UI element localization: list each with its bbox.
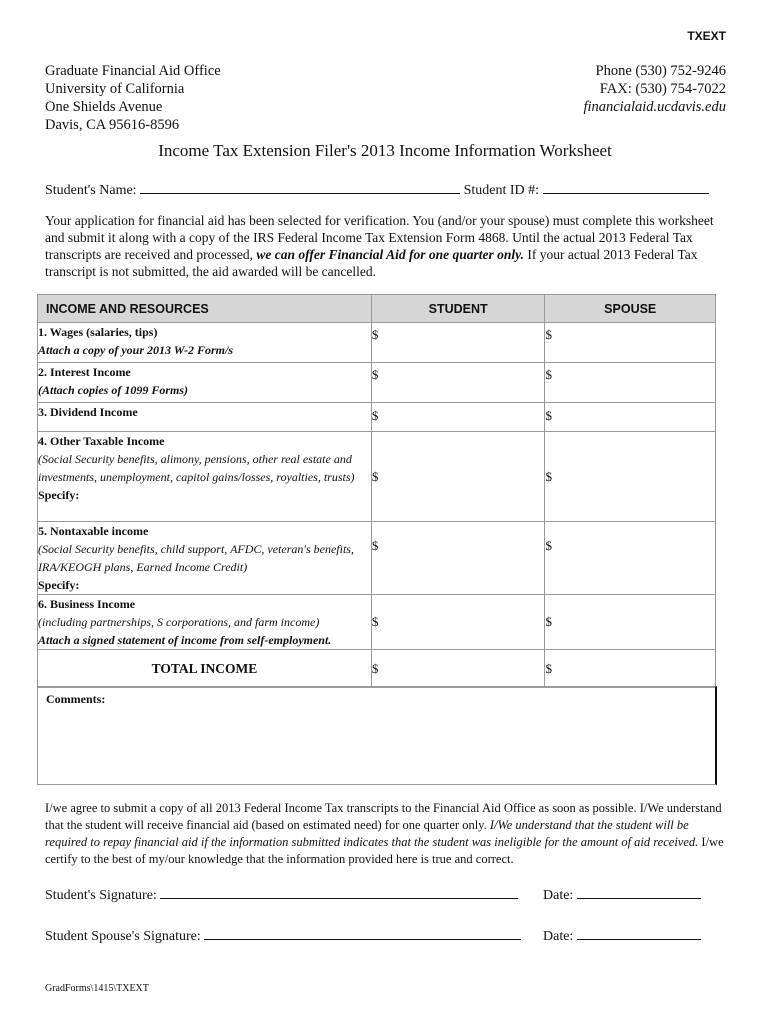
office-line: Graduate Financial Aid Office bbox=[45, 63, 221, 79]
header-student: STUDENT bbox=[371, 295, 545, 323]
spouse-total-input[interactable]: $ bbox=[545, 650, 716, 688]
row-title: 3. Dividend Income bbox=[38, 405, 138, 419]
table-row bbox=[38, 403, 716, 432]
table-row bbox=[38, 522, 716, 595]
office-address bbox=[45, 62, 221, 134]
spouse-signature-label: Student Spouse's Signature: bbox=[45, 929, 201, 944]
header-income-resources: INCOME AND RESOURCES bbox=[38, 295, 372, 323]
row-note: Attach a copy of your 2013 W-2 Form/s bbox=[38, 343, 234, 357]
intro-emphasis: we can offer Financial Aid for one quarter only. bbox=[256, 247, 525, 262]
row-specify: Specify: bbox=[38, 488, 80, 502]
student-date-row bbox=[543, 885, 701, 904]
row-label bbox=[38, 522, 372, 595]
intro-text: Your application for financial aid has been selected for verification. You (and/or your spouse) must complete this worksheet and submit it along with a copy of the IRS Federal Income Tax Extension Form 4868. Until the actual 2013 Federal Tax transcripts are received and processed, bbox=[45, 213, 714, 262]
student-name-field[interactable] bbox=[140, 180, 460, 194]
spouse-signature-row bbox=[45, 926, 521, 945]
row-label bbox=[38, 323, 372, 363]
intro-text-end: If your actual 2013 Federal Tax transcript is not submitted, the aid awarded will be cancelled. bbox=[45, 247, 698, 279]
form-footer: GradForms\1415\TXEXT bbox=[45, 983, 149, 994]
student-id-field[interactable] bbox=[543, 180, 709, 194]
fax: FAX: (530) 754-7022 bbox=[599, 81, 726, 97]
student-date-field[interactable] bbox=[577, 885, 701, 899]
spouse-date-row bbox=[543, 926, 701, 945]
row-label bbox=[38, 403, 372, 432]
student-signature-field[interactable] bbox=[160, 885, 518, 899]
page-title: Income Tax Extension Filer's 2013 Income Information Worksheet bbox=[158, 141, 612, 160]
row-label bbox=[38, 363, 372, 403]
row-title: 5. Nontaxable income bbox=[38, 524, 149, 538]
contact-info bbox=[583, 62, 726, 116]
student-nontaxable-input[interactable]: $ bbox=[371, 522, 545, 595]
spouse-interest-input[interactable]: $ bbox=[545, 363, 716, 403]
table-row bbox=[38, 432, 716, 522]
row-specify: Specify: bbox=[38, 578, 80, 592]
table-row bbox=[38, 595, 716, 650]
spouse-dividend-input[interactable]: $ bbox=[545, 403, 716, 432]
row-detail: (including partnerships, S corporations, and farm income) bbox=[38, 615, 320, 629]
website-link[interactable]: financialaid.ucdavis.edu bbox=[583, 99, 726, 115]
header-spouse: SPOUSE bbox=[545, 295, 716, 323]
student-info-row bbox=[45, 180, 709, 199]
student-business-input[interactable]: $ bbox=[371, 595, 545, 650]
spouse-wages-input[interactable]: $ bbox=[545, 323, 716, 363]
student-signature-label: Student's Signature: bbox=[45, 888, 157, 903]
student-other-taxable-input[interactable]: $ bbox=[371, 432, 545, 522]
agreement-text-end: I/we certify to the best of my/our knowledge that the information provided here is true and correct. bbox=[45, 835, 724, 866]
office-line: One Shields Avenue bbox=[45, 99, 163, 115]
student-dividend-input[interactable]: $ bbox=[371, 403, 545, 432]
student-id-label: Student ID #: bbox=[463, 183, 540, 198]
total-income-label: TOTAL INCOME bbox=[38, 650, 372, 688]
date-label: Date: bbox=[543, 929, 574, 944]
table-row bbox=[38, 323, 716, 363]
table-header-row bbox=[38, 295, 716, 323]
row-label bbox=[38, 432, 372, 522]
row-detail: (Social Security benefits, alimony, pensions, other real estate and investments, unemployment, capitol gains/losses, royalties, trusts) bbox=[38, 452, 355, 484]
spouse-nontaxable-input[interactable]: $ bbox=[545, 522, 716, 595]
student-signature-row bbox=[45, 885, 518, 904]
office-line: University of California bbox=[45, 81, 185, 97]
student-total-input[interactable]: $ bbox=[371, 650, 545, 688]
date-label: Date: bbox=[543, 888, 574, 903]
comments-box[interactable] bbox=[37, 686, 717, 785]
row-title: 6. Business Income bbox=[38, 597, 136, 611]
row-label bbox=[38, 595, 372, 650]
row-title: 2. Interest Income bbox=[38, 365, 131, 379]
row-detail: (Social Security benefits, child support, AFDC, veteran's benefits, IRA/KEOGH plans, Earned Income Credit) bbox=[38, 542, 354, 574]
agreement-paragraph bbox=[45, 800, 725, 868]
row-title: 4. Other Taxable Income bbox=[38, 434, 165, 448]
agreement-text: I/we agree to submit a copy of all 2013 Federal Income Tax transcripts to the Financial Aid Office as soon as possible. I/We understand that the student will receive financial aid (based on estimated need) for one quarter only. bbox=[45, 801, 722, 832]
table-row bbox=[38, 363, 716, 403]
spouse-date-field[interactable] bbox=[577, 926, 701, 940]
spouse-business-input[interactable]: $ bbox=[545, 595, 716, 650]
student-name-label: Student's Name: bbox=[45, 183, 137, 198]
total-row bbox=[38, 650, 716, 688]
spouse-other-taxable-input[interactable]: $ bbox=[545, 432, 716, 522]
phone: Phone (530) 752-9246 bbox=[595, 63, 726, 79]
comments-label: Comments: bbox=[46, 692, 106, 706]
student-interest-input[interactable]: $ bbox=[371, 363, 545, 403]
agreement-italic: I/We understand that the student will be required to repay financial aid if the information submitted indicates that the student was ineligible for the amount of aid received. bbox=[45, 818, 699, 849]
form-code: TXEXT bbox=[687, 29, 726, 43]
student-wages-input[interactable]: $ bbox=[371, 323, 545, 363]
intro-paragraph bbox=[45, 212, 725, 280]
row-note: Attach a signed statement of income from self-employment. bbox=[38, 633, 332, 647]
office-line: Davis, CA 95616-8596 bbox=[45, 117, 180, 133]
spouse-signature-field[interactable] bbox=[204, 926, 521, 940]
income-table bbox=[37, 294, 716, 688]
row-title: 1. Wages (salaries, tips) bbox=[38, 325, 158, 339]
row-note: (Attach copies of 1099 Forms) bbox=[38, 383, 188, 397]
